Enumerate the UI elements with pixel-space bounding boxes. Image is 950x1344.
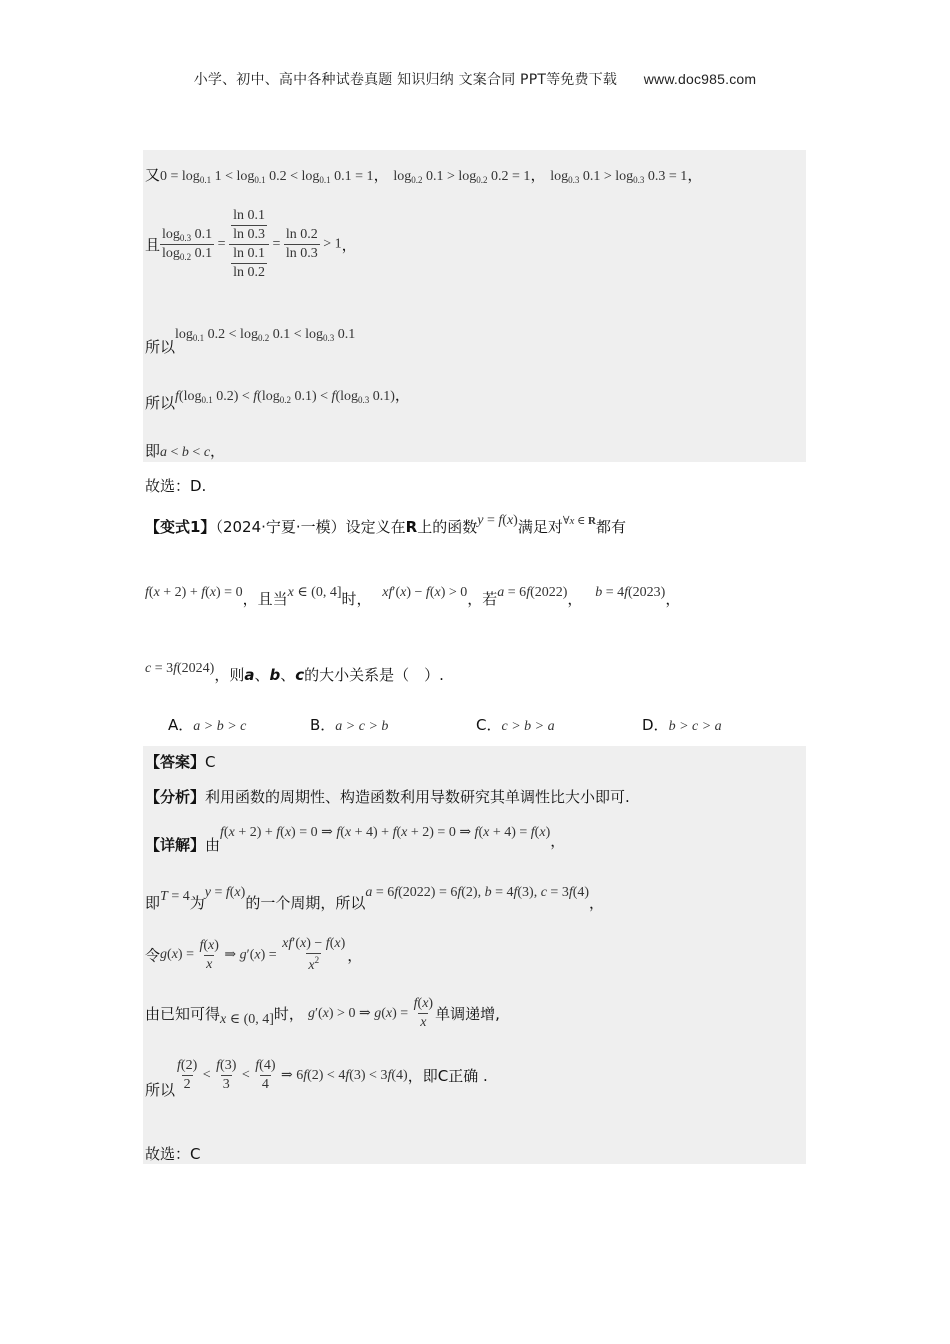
option-a[interactable]: A．a > b > c bbox=[168, 716, 247, 734]
problem-line-2: f(x + 2) + f(x) = 0，且当x ∈ (0, 4]时， xf′(x) − f(x) > 0，若a = 6f(2022)， b = 4f(2023)， bbox=[145, 585, 681, 608]
problem-line-3: c = 3f(2024)，则a、b、c的大小关系是（ ）. bbox=[145, 661, 444, 684]
problem-line-1: 【变式1】（2024·宁夏·一模）设定义在R上的函数y = f(x)满足对$^{\forall x \in R}$都有 bbox=[145, 513, 626, 536]
detail-line-5: 所以 $\frac{f(2)}{2}$ < $\frac{f(3)}{3}$ < $\frac{f(4)}{4}$ ⇒ 6f(2) < 4f(3) < 3f(4)，即C正确 . bbox=[145, 1058, 488, 1099]
detail-conclusion: 故选：C bbox=[145, 1145, 201, 1163]
prev-line-5: 即a < b < c， bbox=[145, 442, 226, 460]
option-d[interactable]: D．b > c > a bbox=[642, 716, 722, 734]
header-site: www.doc985.com bbox=[643, 71, 757, 87]
analysis-line: 【分析】利用函数的周期性、构造函数利用导数研究其单调性比大小即可. bbox=[145, 788, 630, 806]
page-header bbox=[0, 69, 950, 89]
prev-solution-box bbox=[143, 150, 806, 462]
answer-line: 【答案】C bbox=[145, 753, 216, 771]
option-c[interactable]: C．c > b > a bbox=[476, 716, 555, 734]
prev-conclusion: 故选：D. bbox=[145, 477, 207, 495]
header-text: 小学、初中、高中各种试卷真题 知识归纳 文案合同 PPT等免费下载 bbox=[193, 72, 618, 88]
detail-line-1: 【详解】由f(x + 2) + f(x) = 0 ⇒ f(x + 4) + f(x + 2) = 0 ⇒ f(x + 4) = f(x)， bbox=[145, 825, 566, 854]
detail-line-2: 即T = 4为y = f(x)的一个周期，所以a = 6f(2022) = 6f(2), b = 4f(3), c = 3f(4)， bbox=[145, 885, 605, 912]
prev-line-1: 又$0 = \log_{0.1} 1 < \log_{0.1} 0.2 < \log_{0.1} 0.1 = 1$， $\log_{0.2} 0.1 > \log_{0.2} 0.2 = 1$， $\log_{0.3} 0.1 > \log_{0.3} 0.3 = 1$， bbox=[145, 166, 703, 185]
option-b[interactable]: B．a > c > b bbox=[310, 716, 389, 734]
prev-line-4: 所以$f(\log_{0.1}$ $0.2) < f(\log_{0.2}$ $0.1) < f(\log_{0.3}$ 0.1)， bbox=[145, 386, 410, 412]
detail-line-3: 令g(x) = $\frac{f(x)}{x}$ ⇒ g′(x) = $\frac{xf'(x) - f(x)}{x^2}$ ， bbox=[145, 936, 363, 973]
prev-line-2: 且 $\frac{\log_{0.3} 0.1}{\log_{0.2} 0.1}$ = $\frac{\frac{\ln 0.1}{\ln 0.3}}{\frac{\ln 0.1}{\ln 0.2}}$ = $\frac{\ln 0.2}{\ln 0.3}$ > 1， bbox=[145, 208, 357, 280]
detail-line-4: 由已知可得x ∈ (0, 4]时， g′(x) > 0 ⇒ g(x) = $\frac{f(x)}{x}$ 单调递增, bbox=[145, 996, 500, 1030]
prev-line-3: 所以$\log_{0.1} 0.2 < \log_{0.2} 0.1 < \log_{0.3} 0.1$ bbox=[145, 327, 356, 356]
